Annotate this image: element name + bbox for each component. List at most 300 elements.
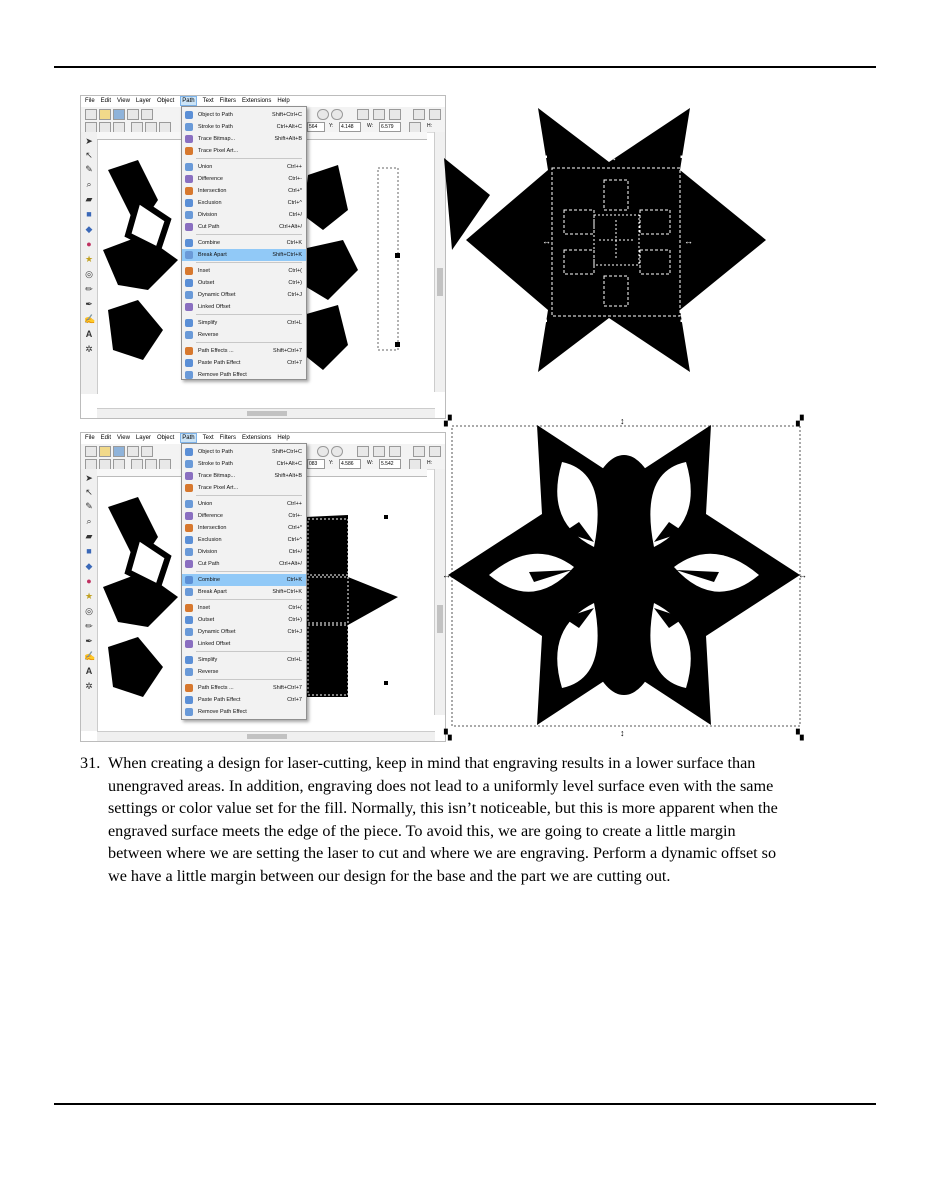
- stroke-to-path-icon: [185, 460, 193, 468]
- toolbox: [81, 132, 98, 394]
- inkscape-screenshot-break-apart: [80, 95, 446, 419]
- menu-view[interactable]: View: [117, 98, 130, 104]
- menu-item-label: Break Apart: [198, 589, 227, 595]
- calligraphy-tool-icon[interactable]: ✍: [84, 651, 96, 661]
- menu-item-label: Dynamic Offset: [198, 629, 236, 635]
- trace-bitmap-icon: [185, 472, 193, 480]
- menu-item-shortcut: Ctrl+J: [287, 629, 302, 635]
- duplicate-icon[interactable]: [357, 446, 369, 457]
- menu-item-label: Intersection: [198, 188, 227, 194]
- unlink-clone-icon[interactable]: [389, 109, 401, 120]
- save-icon[interactable]: [113, 446, 125, 457]
- menu-bar: [81, 96, 449, 106]
- menu-item-label: Trace Bitmap...: [198, 473, 236, 479]
- menu-item-label: Object to Path: [198, 112, 233, 118]
- horizontal-scroll-thumb[interactable]: [247, 411, 287, 416]
- menu-item-label: Inset: [198, 268, 210, 274]
- open-folder-icon[interactable]: [99, 446, 111, 457]
- menu-item-shortcut: Ctrl+J: [287, 292, 302, 298]
- combine-icon: [185, 576, 193, 584]
- menu-view[interactable]: View: [117, 435, 130, 441]
- save-icon[interactable]: [113, 109, 125, 120]
- svg-text:▪: ▪: [680, 316, 684, 327]
- menu-item-shortcut: Shift+Ctrl+7: [272, 348, 302, 354]
- menu-item-label: Difference: [198, 176, 223, 182]
- y-field[interactable]: 4.586: [339, 459, 361, 469]
- measure-tool-icon[interactable]: ▰: [85, 531, 93, 541]
- svg-text:▪: ▪: [544, 316, 548, 327]
- inset-icon: [185, 604, 193, 612]
- spray-tool-icon[interactable]: ✲: [85, 344, 93, 354]
- remove-path-effect-icon: [185, 708, 193, 716]
- menu-item-label: Path Effects ...: [198, 685, 234, 691]
- w-label: W:: [367, 123, 374, 129]
- footer-rule: [54, 1103, 876, 1105]
- path-menu-item-paste-path-effect[interactable]: [182, 694, 306, 706]
- menu-path[interactable]: Path: [182, 435, 195, 441]
- menu-extensions[interactable]: Extensions: [241, 98, 272, 104]
- path-menu-item-linked-offset[interactable]: [182, 638, 306, 650]
- union-icon: [185, 500, 193, 508]
- menu-item-shortcut: Shift+Alt+B: [274, 473, 302, 479]
- ellipse-tool-icon[interactable]: ●: [86, 239, 92, 249]
- vertical-scroll-thumb[interactable]: [437, 268, 443, 296]
- menu-item-shortcut: Shift+Alt+B: [274, 136, 302, 142]
- menu-item-label: Linked Offset: [198, 304, 231, 310]
- menu-item-shortcut: Shift+Ctrl+K: [272, 252, 302, 258]
- path-menu-item-object-to-path[interactable]: [182, 109, 306, 121]
- dynamic-offset-icon: [185, 628, 193, 636]
- svg-text:▚: ▚: [796, 730, 804, 741]
- menu-separator: [196, 314, 302, 315]
- path-menu-item-stroke-to-path[interactable]: [182, 121, 306, 133]
- menu-item-label: Difference: [198, 513, 223, 519]
- svg-text:▚: ▚: [444, 730, 452, 741]
- remove-path-effect-icon: [185, 371, 193, 379]
- horizontal-scroll-thumb[interactable]: [247, 734, 287, 739]
- import-icon[interactable]: [141, 446, 153, 457]
- menu-item-label: Reverse: [198, 669, 219, 675]
- text-tool-icon[interactable]: A: [85, 329, 93, 339]
- 3d-box-tool-icon[interactable]: ◆: [85, 224, 93, 234]
- menu-item-shortcut: Ctrl+Alt+C: [276, 124, 302, 130]
- menu-item-shortcut: Ctrl+K: [286, 577, 302, 583]
- path-menu-dropdown-2: [181, 443, 307, 720]
- cut-path-icon: [185, 223, 193, 231]
- path-menu-item-exclusion[interactable]: [182, 534, 306, 546]
- menu-item-label: Dynamic Offset: [198, 292, 236, 298]
- vertical-scroll-thumb[interactable]: [437, 605, 443, 633]
- print-icon[interactable]: [127, 446, 139, 457]
- break-apart-icon: [185, 588, 193, 596]
- step-text: [108, 752, 880, 888]
- path-menu-item-simplify[interactable]: [182, 317, 306, 329]
- menu-item-label: Division: [198, 212, 218, 218]
- menu-item-shortcut: Ctrl+): [288, 617, 302, 623]
- menu-item-label: Simplify: [198, 657, 218, 663]
- menu-path[interactable]: Path: [182, 98, 195, 104]
- step-line: When creating a design for laser-cutting, keep in mind that engraving results in a lower surface than: [108, 754, 756, 772]
- intersection-icon: [185, 187, 193, 195]
- node-tool-icon[interactable]: ↖: [85, 487, 93, 497]
- path-menu-item-union[interactable]: [182, 498, 306, 510]
- menu-item-label: Inset: [198, 605, 210, 611]
- step-line: we have a little margin between our design for the base and the part we are cutting out.: [108, 866, 671, 885]
- dynamic-offset-icon: [185, 291, 193, 299]
- menu-item-label: Trace Pixel Art...: [198, 148, 239, 154]
- path-menu-item-intersection[interactable]: [182, 185, 306, 197]
- new-document-icon[interactable]: [85, 446, 97, 457]
- menu-item-label: Cut Path: [198, 224, 220, 230]
- object-to-path-icon: [185, 111, 193, 119]
- menu-help[interactable]: Help: [277, 98, 290, 104]
- step-line: settings or color value set for the fill. Normally, this isn’t noticeable, but this is more apparent when the: [108, 799, 778, 818]
- menu-help[interactable]: Help: [277, 435, 290, 441]
- svg-text:↔: ↔: [442, 570, 451, 580]
- menu-item-shortcut: Shift+Ctrl+C: [272, 112, 302, 118]
- path-menu-item-cut-path[interactable]: [182, 558, 306, 570]
- menu-item-shortcut: Ctrl++: [287, 164, 302, 170]
- import-icon[interactable]: [141, 109, 153, 120]
- cut-path-icon: [185, 560, 193, 568]
- simplify-icon: [185, 319, 193, 327]
- star-tool-icon[interactable]: ★: [84, 254, 94, 264]
- menu-separator: [196, 495, 302, 496]
- menu-item-label: Paste Path Effect: [198, 697, 241, 703]
- spray-tool-icon[interactable]: ✲: [85, 681, 93, 691]
- horizontal-scrollbar-2[interactable]: [97, 731, 435, 741]
- open-folder-icon[interactable]: [99, 109, 111, 120]
- difference-icon: [185, 175, 193, 183]
- trace-pixel-art-icon: [185, 147, 193, 155]
- menu-item-label: Remove Path Effect: [198, 709, 247, 715]
- zoom-drawing-icon[interactable]: [331, 109, 343, 120]
- difference-icon: [185, 512, 193, 520]
- division-icon: [185, 548, 193, 556]
- path-menu-item-simplify[interactable]: [182, 654, 306, 666]
- node-tool-icon[interactable]: ↖: [85, 150, 93, 160]
- flower-shape-combined: [442, 412, 808, 741]
- menu-layer[interactable]: Layer: [135, 435, 151, 441]
- path-effects-icon: [185, 347, 193, 355]
- selector-tool-icon[interactable]: ➤: [85, 136, 93, 146]
- menu-separator: [196, 599, 302, 600]
- path-menu-item-inset[interactable]: [182, 265, 306, 277]
- star-shape-break-apart: [444, 100, 804, 380]
- reverse-icon: [185, 668, 193, 676]
- preferences-icon[interactable]: [429, 109, 441, 120]
- calligraphy-tool-icon[interactable]: ✍: [84, 314, 96, 324]
- menu-item-shortcut: Shift+Ctrl+C: [272, 449, 302, 455]
- menu-item-shortcut: Ctrl+*: [288, 525, 302, 531]
- break-apart-icon: [185, 251, 193, 259]
- svg-text:↕: ↕: [620, 416, 625, 426]
- zoom-selection-icon[interactable]: [317, 109, 329, 120]
- exclusion-icon: [185, 536, 193, 544]
- inset-icon: [185, 267, 193, 275]
- division-icon: [185, 211, 193, 219]
- menu-item-shortcut: Ctrl+Alt+/: [279, 561, 302, 567]
- menu-item-label: Break Apart: [198, 252, 227, 258]
- clone-icon[interactable]: [373, 109, 385, 120]
- combine-icon: [185, 239, 193, 247]
- menu-item-label: Linked Offset: [198, 641, 231, 647]
- menu-item-shortcut: Ctrl+-: [288, 513, 302, 519]
- duplicate-icon[interactable]: [357, 109, 369, 120]
- object-to-path-icon: [185, 448, 193, 456]
- menu-item-shortcut: Ctrl++: [287, 501, 302, 507]
- path-menu-item-difference[interactable]: [182, 173, 306, 185]
- path-effects-icon: [185, 684, 193, 692]
- pencil-tool-icon[interactable]: ✏: [85, 284, 93, 294]
- menu-item-shortcut: Ctrl+^: [287, 200, 302, 206]
- menu-item-shortcut: Shift+Ctrl+7: [272, 685, 302, 691]
- header-rule: [54, 66, 876, 68]
- menu-item-label: Remove Path Effect: [198, 372, 247, 378]
- zoom-tool-icon[interactable]: ⌕: [86, 179, 92, 189]
- w-field[interactable]: 5.542: [379, 459, 401, 469]
- menu-separator: [196, 262, 302, 263]
- path-menu-item-stroke-to-path[interactable]: [182, 458, 306, 470]
- svg-text:↔: ↔: [684, 236, 693, 246]
- preferences-icon[interactable]: [429, 446, 441, 457]
- rectangle-tool-icon[interactable]: ■: [86, 209, 92, 219]
- inkscape-screenshot-combine: [80, 432, 446, 742]
- menu-item-label: Division: [198, 549, 218, 555]
- menu-separator: [196, 679, 302, 680]
- xml-editor-icon[interactable]: [413, 109, 425, 120]
- menu-object[interactable]: Object: [156, 435, 175, 441]
- x-field[interactable]: 083: [307, 459, 325, 469]
- outset-icon: [185, 279, 193, 287]
- path-menu-item-paste-path-effect[interactable]: [182, 357, 306, 369]
- menu-edit[interactable]: Edit: [100, 98, 112, 104]
- y-label: Y:: [329, 123, 334, 129]
- rectangle-tool-icon[interactable]: ■: [86, 546, 92, 556]
- path-menu-item-difference[interactable]: [182, 510, 306, 522]
- x-field[interactable]: 564: [307, 122, 325, 132]
- print-icon[interactable]: [127, 109, 139, 120]
- menu-item-label: Stroke to Path: [198, 124, 233, 130]
- menu-item-label: Exclusion: [198, 200, 222, 206]
- path-menu-item-reverse[interactable]: [182, 329, 306, 341]
- step-line: engraved surface meets the edge of the piece. To avoid this, we are going to create a little margin: [108, 821, 736, 840]
- menu-separator: [196, 571, 302, 572]
- step-line: unengraved areas. In addition, engraving does not lead to a uniformly level surface even with the same: [108, 776, 774, 795]
- menu-item-shortcut: Ctrl+L: [287, 657, 302, 663]
- path-menu-dropdown: [181, 106, 307, 380]
- svg-text:↕: ↕: [612, 152, 617, 162]
- menu-extensions[interactable]: Extensions: [241, 435, 272, 441]
- 3d-box-tool-icon[interactable]: ◆: [85, 561, 93, 571]
- zoom-drawing-icon[interactable]: [331, 446, 343, 457]
- menu-item-shortcut: Ctrl+(: [288, 268, 302, 274]
- path-menu-item-combine[interactable]: [182, 574, 306, 586]
- ellipse-tool-icon[interactable]: ●: [86, 576, 92, 586]
- menu-item-label: Path Effects ...: [198, 348, 234, 354]
- linked-offset-icon: [185, 303, 193, 311]
- path-menu-item-intersection[interactable]: [182, 522, 306, 534]
- w-label: W:: [367, 460, 374, 466]
- zoom-selection-icon[interactable]: [317, 446, 329, 457]
- menu-filters[interactable]: Filters: [219, 435, 236, 441]
- pencil-tool-icon[interactable]: ✏: [85, 621, 93, 631]
- path-menu-item-cut-path[interactable]: [182, 221, 306, 233]
- menu-object[interactable]: Object: [156, 98, 175, 104]
- step-31-paragraph: [80, 752, 880, 888]
- simplify-icon: [185, 656, 193, 664]
- svg-text:↕: ↕: [620, 728, 625, 738]
- outset-icon: [185, 616, 193, 624]
- svg-text:▪: ▪: [544, 152, 548, 163]
- menu-item-label: Combine: [198, 577, 221, 583]
- text-tool-icon[interactable]: A: [85, 666, 93, 676]
- svg-text:↔: ↔: [798, 570, 807, 580]
- path-menu-item-path-effects[interactable]: [182, 345, 306, 357]
- menu-item-label: Trace Bitmap...: [198, 136, 236, 142]
- svg-text:▞: ▞: [796, 416, 804, 427]
- path-menu-item-combine[interactable]: [182, 237, 306, 249]
- star-artwork: [444, 100, 804, 380]
- trace-bitmap-icon: [185, 135, 193, 143]
- menu-text[interactable]: Text: [202, 98, 214, 104]
- menu-item-label: Outset: [198, 280, 215, 286]
- menu-item-label: Trace Pixel Art...: [198, 485, 239, 491]
- menu-separator: [196, 342, 302, 343]
- pen-tool-icon[interactable]: ✒: [85, 636, 93, 646]
- svg-text:↕: ↕: [612, 320, 617, 330]
- reverse-icon: [185, 331, 193, 339]
- menu-separator: [196, 234, 302, 235]
- spiral-tool-icon[interactable]: ◎: [85, 606, 93, 616]
- menu-item-shortcut: Ctrl+L: [287, 320, 302, 326]
- selector-tool-icon[interactable]: ➤: [85, 473, 93, 483]
- linked-offset-icon: [185, 640, 193, 648]
- path-menu-item-dynamic-offset[interactable]: [182, 626, 306, 638]
- menu-item-shortcut: Ctrl+(: [288, 605, 302, 611]
- path-menu-item-inset[interactable]: [182, 602, 306, 614]
- svg-text:▞: ▞: [444, 416, 452, 427]
- exclusion-icon: [185, 199, 193, 207]
- flower-artwork: [442, 412, 808, 741]
- svg-text:▪: ▪: [680, 152, 684, 163]
- spiral-tool-icon[interactable]: ◎: [85, 269, 93, 279]
- path-menu-item-union[interactable]: [182, 161, 306, 173]
- menu-item-label: Union: [198, 501, 213, 507]
- path-menu-item-dynamic-offset[interactable]: [182, 289, 306, 301]
- menu-item-label: Combine: [198, 240, 221, 246]
- paste-path-effect-icon: [185, 696, 193, 704]
- menu-item-shortcut: Ctrl+): [288, 280, 302, 286]
- menu-item-shortcut: Ctrl+7: [287, 697, 302, 703]
- y-field[interactable]: 4.148: [339, 122, 361, 132]
- menu-separator: [196, 651, 302, 652]
- path-menu-item-trace-bitmap[interactable]: [182, 470, 306, 482]
- trace-pixel-art-icon: [185, 484, 193, 492]
- h-label: H:: [427, 123, 432, 129]
- paste-path-effect-icon: [185, 359, 193, 367]
- path-menu-item-outset[interactable]: [182, 614, 306, 626]
- step-line: between where we are setting the laser to cut and where we are engraving. Perform a dynamic offset so: [108, 844, 777, 863]
- tweak-tool-icon[interactable]: ✎: [85, 501, 93, 511]
- zoom-tool-icon[interactable]: ⌕: [86, 516, 92, 526]
- menu-item-label: Reverse: [198, 332, 219, 338]
- path-menu-item-remove-path-effect[interactable]: [182, 369, 306, 381]
- menu-filters[interactable]: Filters: [219, 98, 236, 104]
- menu-item-label: Paste Path Effect: [198, 360, 241, 366]
- menu-item-label: Cut Path: [198, 561, 220, 567]
- path-menu-item-path-effects[interactable]: [182, 682, 306, 694]
- menu-text[interactable]: Text: [202, 435, 214, 441]
- path-menu-item-break-apart[interactable]: [182, 249, 306, 261]
- new-document-icon[interactable]: [85, 109, 97, 120]
- path-menu-item-outset[interactable]: [182, 277, 306, 289]
- clone-icon[interactable]: [373, 446, 385, 457]
- path-menu-item-object-to-path[interactable]: [182, 446, 306, 458]
- pen-tool-icon[interactable]: ✒: [85, 299, 93, 309]
- measure-tool-icon[interactable]: ▰: [85, 194, 93, 204]
- unlink-clone-icon[interactable]: [389, 446, 401, 457]
- path-menu-item-remove-path-effect[interactable]: [182, 706, 306, 718]
- menu-item-shortcut: Ctrl+7: [287, 360, 302, 366]
- menu-item-label: Simplify: [198, 320, 218, 326]
- y-label: Y:: [329, 460, 334, 466]
- tweak-tool-icon[interactable]: ✎: [85, 164, 93, 174]
- menu-item-shortcut: Ctrl+/: [288, 212, 302, 218]
- menu-file[interactable]: File: [85, 435, 95, 441]
- menu-item-shortcut: Ctrl+/: [288, 549, 302, 555]
- menu-item-label: Outset: [198, 617, 215, 623]
- path-menu-item-division[interactable]: [182, 546, 306, 558]
- union-icon: [185, 163, 193, 171]
- star-tool-icon[interactable]: ★: [84, 591, 94, 601]
- path-menu-item-trace-pixel-art[interactable]: [182, 145, 306, 157]
- step-number: 31.: [80, 754, 101, 772]
- menu-item-shortcut: Ctrl+-: [288, 176, 302, 182]
- menu-item-shortcut: Shift+Ctrl+K: [272, 589, 302, 595]
- menu-item-shortcut: Ctrl+K: [286, 240, 302, 246]
- stroke-to-path-icon: [185, 123, 193, 131]
- menu-item-shortcut: Ctrl+*: [288, 188, 302, 194]
- menu-bar-2: [81, 433, 449, 443]
- xml-editor-icon[interactable]: [413, 446, 425, 457]
- menu-item-label: Union: [198, 164, 213, 170]
- path-menu-item-break-apart[interactable]: [182, 586, 306, 598]
- menu-separator: [196, 158, 302, 159]
- intersection-icon: [185, 524, 193, 532]
- menu-item-shortcut: Ctrl+Alt+C: [276, 461, 302, 467]
- menu-item-label: Stroke to Path: [198, 461, 233, 467]
- menu-edit[interactable]: Edit: [100, 435, 112, 441]
- menu-layer[interactable]: Layer: [135, 98, 151, 104]
- menu-item-label: Intersection: [198, 525, 227, 531]
- svg-text:↔: ↔: [542, 236, 551, 246]
- path-menu-item-reverse[interactable]: [182, 666, 306, 678]
- path-menu-item-linked-offset[interactable]: [182, 301, 306, 313]
- menu-item-shortcut: Ctrl+^: [287, 537, 302, 543]
- h-label: H:: [427, 460, 432, 466]
- path-menu-item-exclusion[interactable]: [182, 197, 306, 209]
- menu-item-shortcut: Ctrl+Alt+/: [279, 224, 302, 230]
- menu-file[interactable]: File: [85, 98, 95, 104]
- menu-item-label: Exclusion: [198, 537, 222, 543]
- w-field[interactable]: 6.579: [379, 122, 401, 132]
- menu-item-label: Object to Path: [198, 449, 233, 455]
- path-menu-item-trace-pixel-art[interactable]: [182, 482, 306, 494]
- path-menu-item-trace-bitmap[interactable]: [182, 133, 306, 145]
- path-menu-item-division[interactable]: [182, 209, 306, 221]
- horizontal-scrollbar[interactable]: [97, 408, 435, 418]
